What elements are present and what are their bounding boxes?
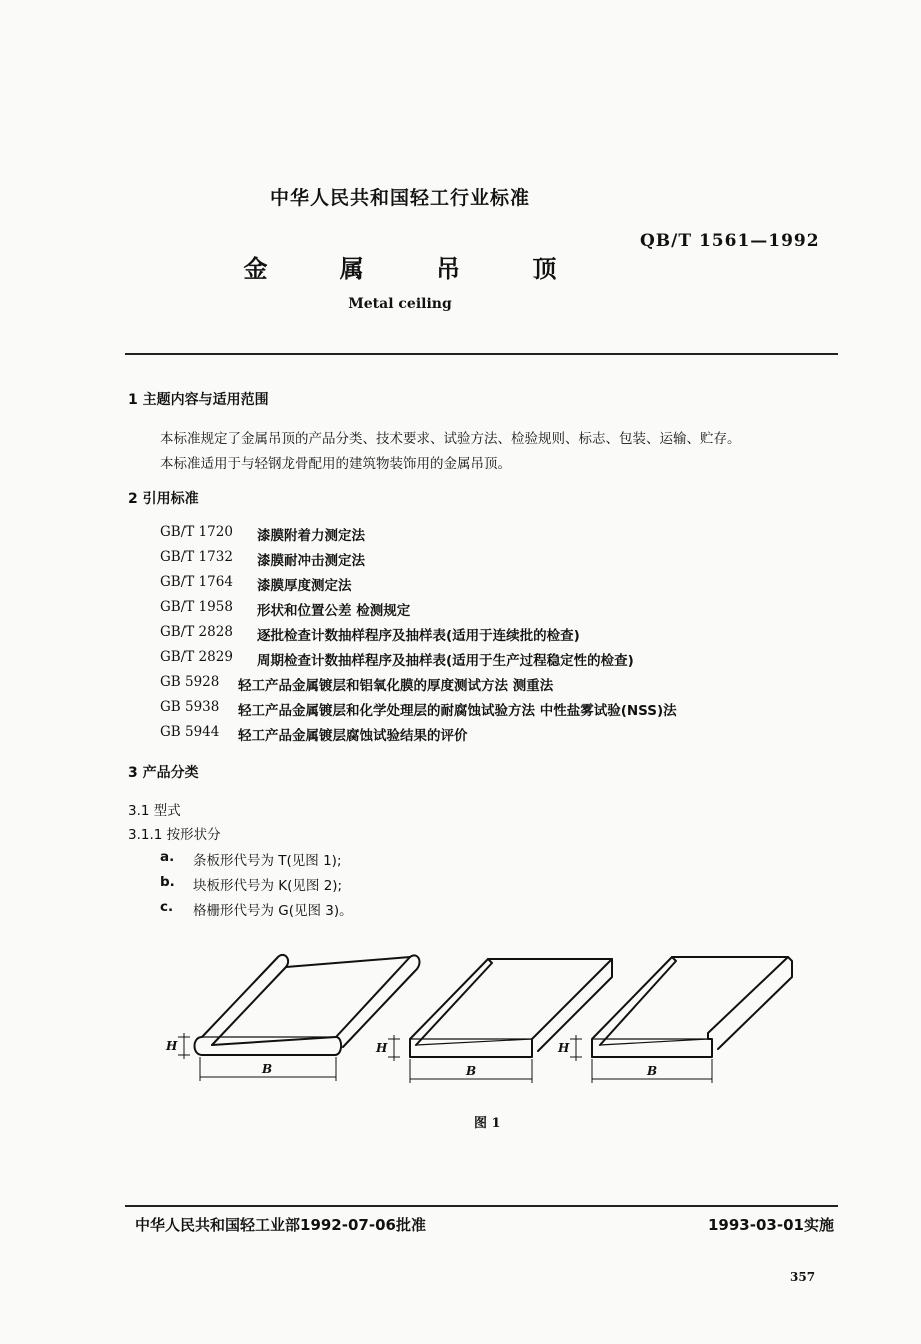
reference-code: GB 5928: [160, 674, 220, 690]
section-3-heading: 3 产品分类: [128, 765, 199, 781]
height-label: H: [376, 1041, 388, 1055]
section-1-heading: 1 主题内容与适用范围: [128, 392, 269, 408]
approval-note: 中华人民共和国轻工业部1992-07-06批准: [135, 1216, 426, 1234]
reference-name: 轻工产品金属镀层和铝氧化膜的厚度测试方法 测重法: [238, 678, 554, 694]
reference-name: 漆膜耐冲击测定法: [257, 553, 365, 569]
section-3-1-heading: 3.1 型式: [128, 803, 181, 819]
reference-name: 形状和位置公差 检测规定: [257, 603, 411, 619]
list-item-marker: c.: [160, 899, 174, 915]
reference-name: 轻工产品金属镀层和化学处理层的耐腐蚀试验方法 中性盐雾试验(NSS)法: [238, 703, 677, 719]
list-item-text: 条板形代号为 T(见图 1);: [193, 853, 342, 869]
reference-code: GB/T 1720: [160, 524, 233, 540]
figure-1-profiles: [160, 945, 820, 1095]
figure-caption: 图 1: [474, 1116, 501, 1131]
reference-name: 周期检查计数抽样程序及抽样表(适用于生产过程稳定性的检查): [257, 653, 634, 669]
reference-code: GB 5944: [160, 724, 220, 740]
width-label: B: [647, 1064, 658, 1078]
list-item-marker: a.: [160, 849, 175, 865]
section-2-heading: 2 引用标准: [128, 491, 199, 507]
width-label: B: [262, 1062, 273, 1076]
document-subtitle: Metal ceiling: [348, 296, 452, 312]
reference-name: 漆膜厚度测定法: [257, 578, 352, 594]
reference-code: GB/T 1732: [160, 549, 233, 565]
reference-code: GB/T 2828: [160, 624, 233, 640]
reference-name: 逐批检查计数抽样程序及抽样表(适用于连续批的检查): [257, 628, 580, 644]
reference-code: GB/T 1764: [160, 574, 233, 590]
height-label: H: [558, 1041, 570, 1055]
strip-panel-drawing: [195, 955, 420, 1055]
section-1-paragraph-1: 本标准规定了金属吊顶的产品分类、技术要求、试验方法、检验规则、标志、包装、运输、贮存。: [160, 431, 741, 447]
section-3-1-1-heading: 3.1.1 按形状分: [128, 827, 221, 843]
page-number: 357: [790, 1270, 816, 1284]
list-item-marker: b.: [160, 874, 175, 890]
implementation-date: 1993-03-01实施: [708, 1216, 834, 1234]
width-label: B: [466, 1064, 477, 1078]
footer-rule: [125, 1205, 838, 1207]
header-rule: [125, 353, 838, 355]
block-panel-drawing: [410, 959, 612, 1057]
grille-panel-drawing: [592, 957, 792, 1057]
section-1-paragraph-2: 本标准适用于与轻钢龙骨配用的建筑物装饰用的金属吊顶。: [160, 456, 511, 472]
reference-code: GB/T 2829: [160, 649, 233, 665]
reference-name: 轻工产品金属镀层腐蚀试验结果的评价: [238, 728, 468, 744]
reference-code: GB/T 1958: [160, 599, 233, 615]
reference-name: 漆膜附着力测定法: [257, 528, 365, 544]
height-label: H: [166, 1039, 178, 1053]
standard-code: QB/T 1561—1992: [640, 231, 820, 251]
document-title: 金 属 吊 顶: [243, 255, 589, 283]
org-title: 中华人民共和国轻工行业标准: [269, 187, 530, 209]
reference-code: GB 5938: [160, 699, 220, 715]
list-item-text: 块板形代号为 K(见图 2);: [193, 878, 343, 894]
list-item-text: 格栅形代号为 G(见图 3)。: [193, 903, 353, 919]
